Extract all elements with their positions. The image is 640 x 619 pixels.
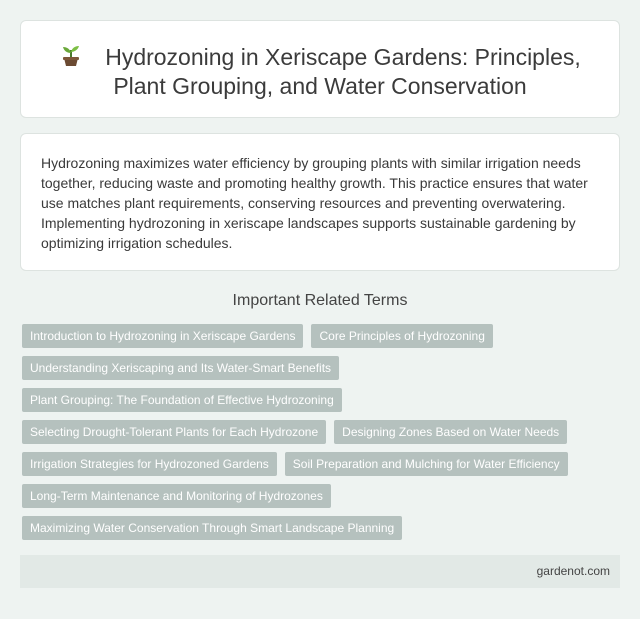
term-tag[interactable]: Plant Grouping: The Foundation of Effective Hydrozoning: [22, 388, 342, 412]
footer-site-link[interactable]: gardenot.com: [536, 564, 610, 578]
term-tag[interactable]: Maximizing Water Conservation Through Smart Landscape Planning: [22, 516, 402, 540]
term-tag[interactable]: Core Principles of Hydrozoning: [311, 324, 492, 348]
summary-text: Hydrozoning maximizes water efficiency by grouping plants with similar irrigation needs together, reducing waste and promoting healthy growth. This practice ensures that water use matches plant requirements, conserving resources and preventing overwatering. Implementing hydrozoning in xeriscape landscapes supports sustainable gardening by optimizing irrigation schedules.: [41, 155, 588, 251]
page-title-text: Hydrozoning in Xeriscape Gardens: Principles, Plant Grouping, and Water Conservation: [105, 44, 581, 99]
term-tag[interactable]: Irrigation Strategies for Hydrozoned Gardens: [22, 452, 277, 476]
summary-card: [20, 133, 620, 271]
term-tag[interactable]: Soil Preparation and Mulching for Water Efficiency: [285, 452, 568, 476]
term-tag[interactable]: Long-Term Maintenance and Monitoring of Hydrozones: [22, 484, 331, 508]
term-tag[interactable]: Introduction to Hydrozoning in Xeriscape Gardens: [22, 324, 303, 348]
footer: [20, 555, 620, 588]
term-tag[interactable]: Selecting Drought-Tolerant Plants for Each Hydrozone: [22, 420, 326, 444]
term-tag[interactable]: Understanding Xeriscaping and Its Water-Smart Benefits: [22, 356, 339, 380]
related-terms-heading: Important Related Terms: [232, 292, 408, 309]
related-terms-list: [22, 324, 582, 540]
page-title: [21, 43, 619, 101]
sprout-icon: [59, 44, 83, 68]
term-tag[interactable]: Designing Zones Based on Water Needs: [334, 420, 567, 444]
title-card: [20, 20, 620, 118]
